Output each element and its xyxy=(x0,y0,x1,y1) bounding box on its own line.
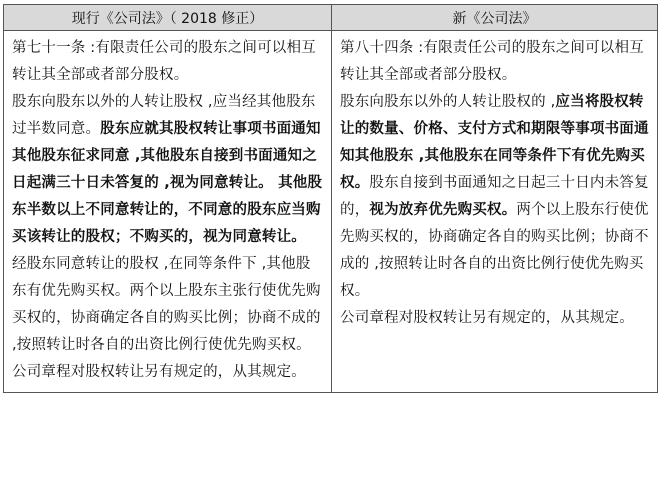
old-transfer-lead: 股东向股东以外的人转让股权 ,应当经其他股东过半数同意。 xyxy=(12,94,316,137)
content-row xyxy=(4,31,658,393)
old-preemption-paragraph: 经股东同意转让的股权 ,在同等条件下 ,其他股东有优先购买权。两个以上股东主张行使优先购买权的，协商确定各自的购买比例；协商不成的 ,按照转让时各自的出资比例行使优先购买权。 xyxy=(12,256,321,353)
new-law-cell xyxy=(332,31,658,393)
new-reply-clause: 股东自接到书面通知之日起三十日内未答复的， xyxy=(340,175,649,218)
old-articles-clause: 公司章程对股权转让另有规定的，从其规定。 xyxy=(12,364,306,380)
new-article-intro: 第八十四条 :有限责任公司的股东之间可以相互转让其全部或者部分股权。 xyxy=(340,40,644,83)
law-comparison-table xyxy=(3,4,658,393)
header-old-law: 现行《公司法》（ 2018 修正） xyxy=(4,5,332,31)
new-articles-clause: 公司章程对股权转让另有规定的，从其规定。 xyxy=(340,310,634,326)
new-ratio-clause: 两个以上股东行使优先购买权的，协商确定各自的购买比例；协商不成的 ,按照转让时各自的出资比例行使优先购买权。 xyxy=(340,202,649,299)
header-new-law: 新《公司法》 xyxy=(332,5,658,31)
new-transfer-emphasis: 应当将股权转让的数量、价格、支付方式和期限等事项书面通知其他股东 ,其他股东在同等条件下有优先购买权。 xyxy=(340,94,649,191)
old-article-intro: 第七十一条 :有限责任公司的股东之间可以相互转让其全部或者部分股权。 xyxy=(12,40,316,83)
new-waiver-emphasis: 视为放弃优先购买权。 xyxy=(369,202,517,218)
old-transfer-paragraph xyxy=(12,89,323,251)
new-transfer-paragraph xyxy=(340,89,649,305)
new-transfer-lead: 股东向股东以外的人转让股权的 , xyxy=(340,94,556,110)
old-law-cell xyxy=(4,31,332,393)
old-transfer-emphasis: 股东应就其股权转让事项书面通知其他股东征求同意 ,其他股东自接到书面通知之日起满三十日未答复的 ,视为同意转让。 其他股东半数以上不同意转让的，不同意的股东应当购买该转让的股权；不购买的，视为同意转让。 xyxy=(12,121,323,245)
header-row xyxy=(4,5,658,31)
